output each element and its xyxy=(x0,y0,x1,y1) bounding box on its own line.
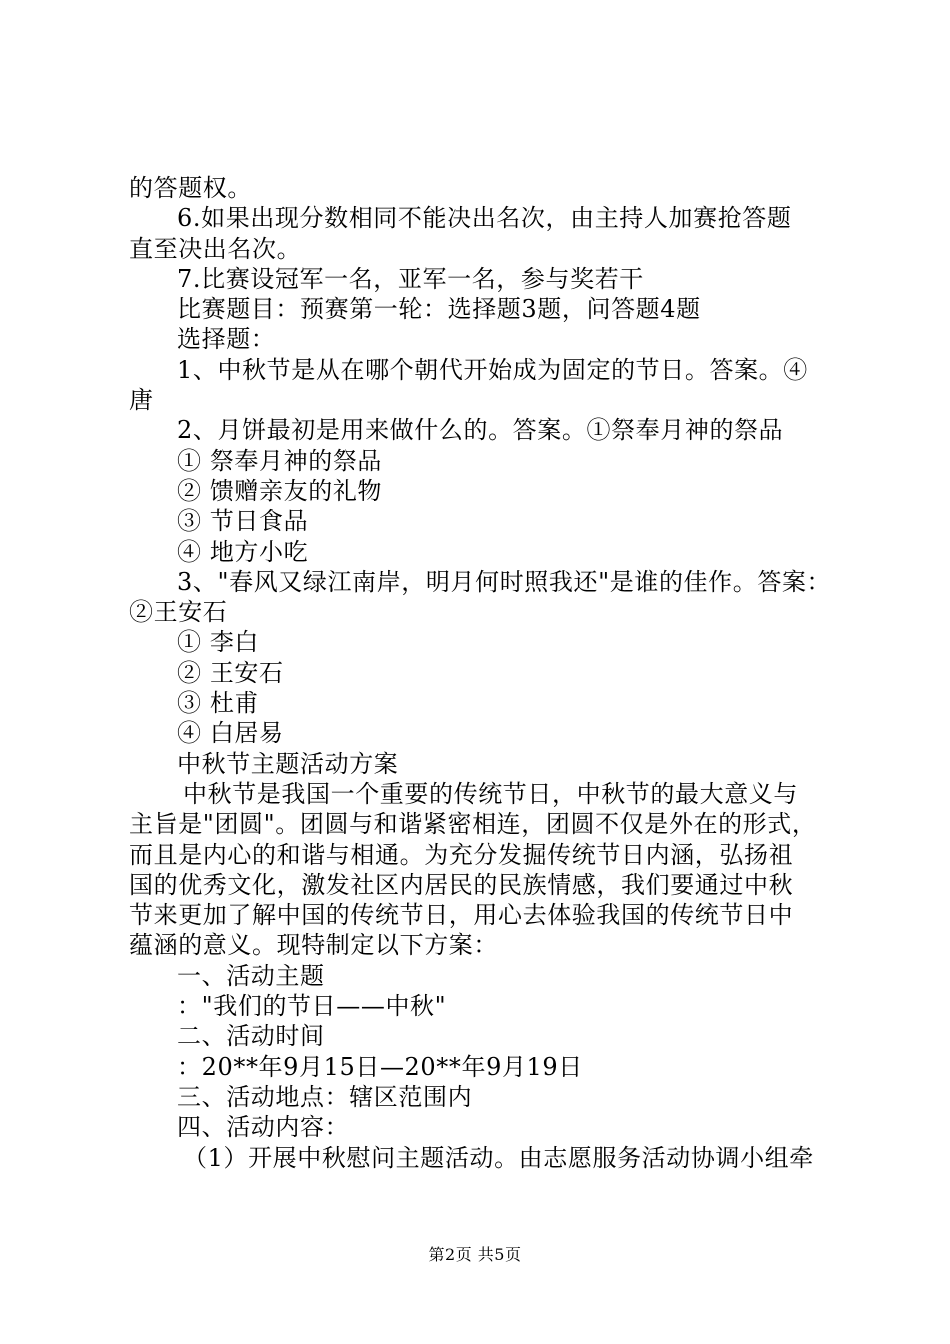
text-line: 中秋节主题活动方案 xyxy=(177,749,399,778)
text-line: 7.比赛设冠军一名，亚军一名，参与奖若干 xyxy=(177,264,644,293)
text-line: ② 馈赠亲友的礼物 xyxy=(177,476,383,505)
document-body xyxy=(129,173,834,1173)
text-line: 3、"春风又绿江南岸，明月何时照我还"是谁的佳作。答案： xyxy=(177,567,832,596)
text-line: ① 祭奉月神的祭品 xyxy=(177,446,383,475)
text-line: 四、活动内容： xyxy=(177,1113,350,1142)
text-line: 选择题： xyxy=(177,325,276,354)
text-line: ② 王安石 xyxy=(177,658,284,687)
text-line: 比赛题目：预赛第一轮：选择题3题，问答题4题 xyxy=(177,295,701,324)
text-line: 的答题权。 xyxy=(129,174,252,202)
text-line: 2、月饼最初是用来做什么的。答案。①祭奉月神的祭品 xyxy=(177,416,784,445)
text-line: 1、中秋节是从在哪个朝代开始成为固定的节日。答案。④ xyxy=(177,355,808,384)
text-line: 一、活动主题 xyxy=(177,961,325,990)
text-line: 主旨是"团圆"。团圆与和谐紧密相连，团圆不仅是外在的形式， xyxy=(129,810,817,839)
text-line: 中秋节是我国一个重要的传统节日，中秋节的最大意义与 xyxy=(183,779,798,808)
text-line: ："我们的节日——中秋" xyxy=(177,992,447,1021)
text-line: 而且是内心的和谐与相通。为充分发掘传统节日内涵，弘扬祖 xyxy=(129,840,794,869)
text-line: 6.如果出现分数相同不能决出名次，由主持人加赛抢答题 xyxy=(177,204,792,233)
text-line: ②王安石 xyxy=(129,598,228,627)
text-line: ：20**年9月15日—20**年9月19日 xyxy=(177,1052,583,1081)
text-line: 蕴涵的意义。现特制定以下方案： xyxy=(129,931,498,960)
page-footer: 第2页 共5页 xyxy=(428,1245,522,1264)
text-line: 三、活动地点：辖区范围内 xyxy=(177,1082,473,1111)
text-line: ① 李白 xyxy=(177,628,260,657)
text-line: 国的优秀文化，激发社区内居民的民族情感，我们要通过中秋 xyxy=(129,870,794,899)
text-line: ③ 杜甫 xyxy=(177,689,260,718)
text-line: ④ 白居易 xyxy=(177,719,284,748)
text-line: 直至决出名次。 xyxy=(129,234,302,263)
text-line: ④ 地方小吃 xyxy=(177,537,309,566)
text-line: 唐 xyxy=(129,386,154,415)
text-line: 节来更加了解中国的传统节日，用心去体验我国的传统节日中 xyxy=(129,901,794,930)
text-line: （1）开展中秋慰问主题活动。由志愿服务活动协调小组牵 xyxy=(183,1143,814,1172)
text-line: ③ 节日食品 xyxy=(177,507,309,536)
text-line: 二、活动时间 xyxy=(177,1022,325,1051)
